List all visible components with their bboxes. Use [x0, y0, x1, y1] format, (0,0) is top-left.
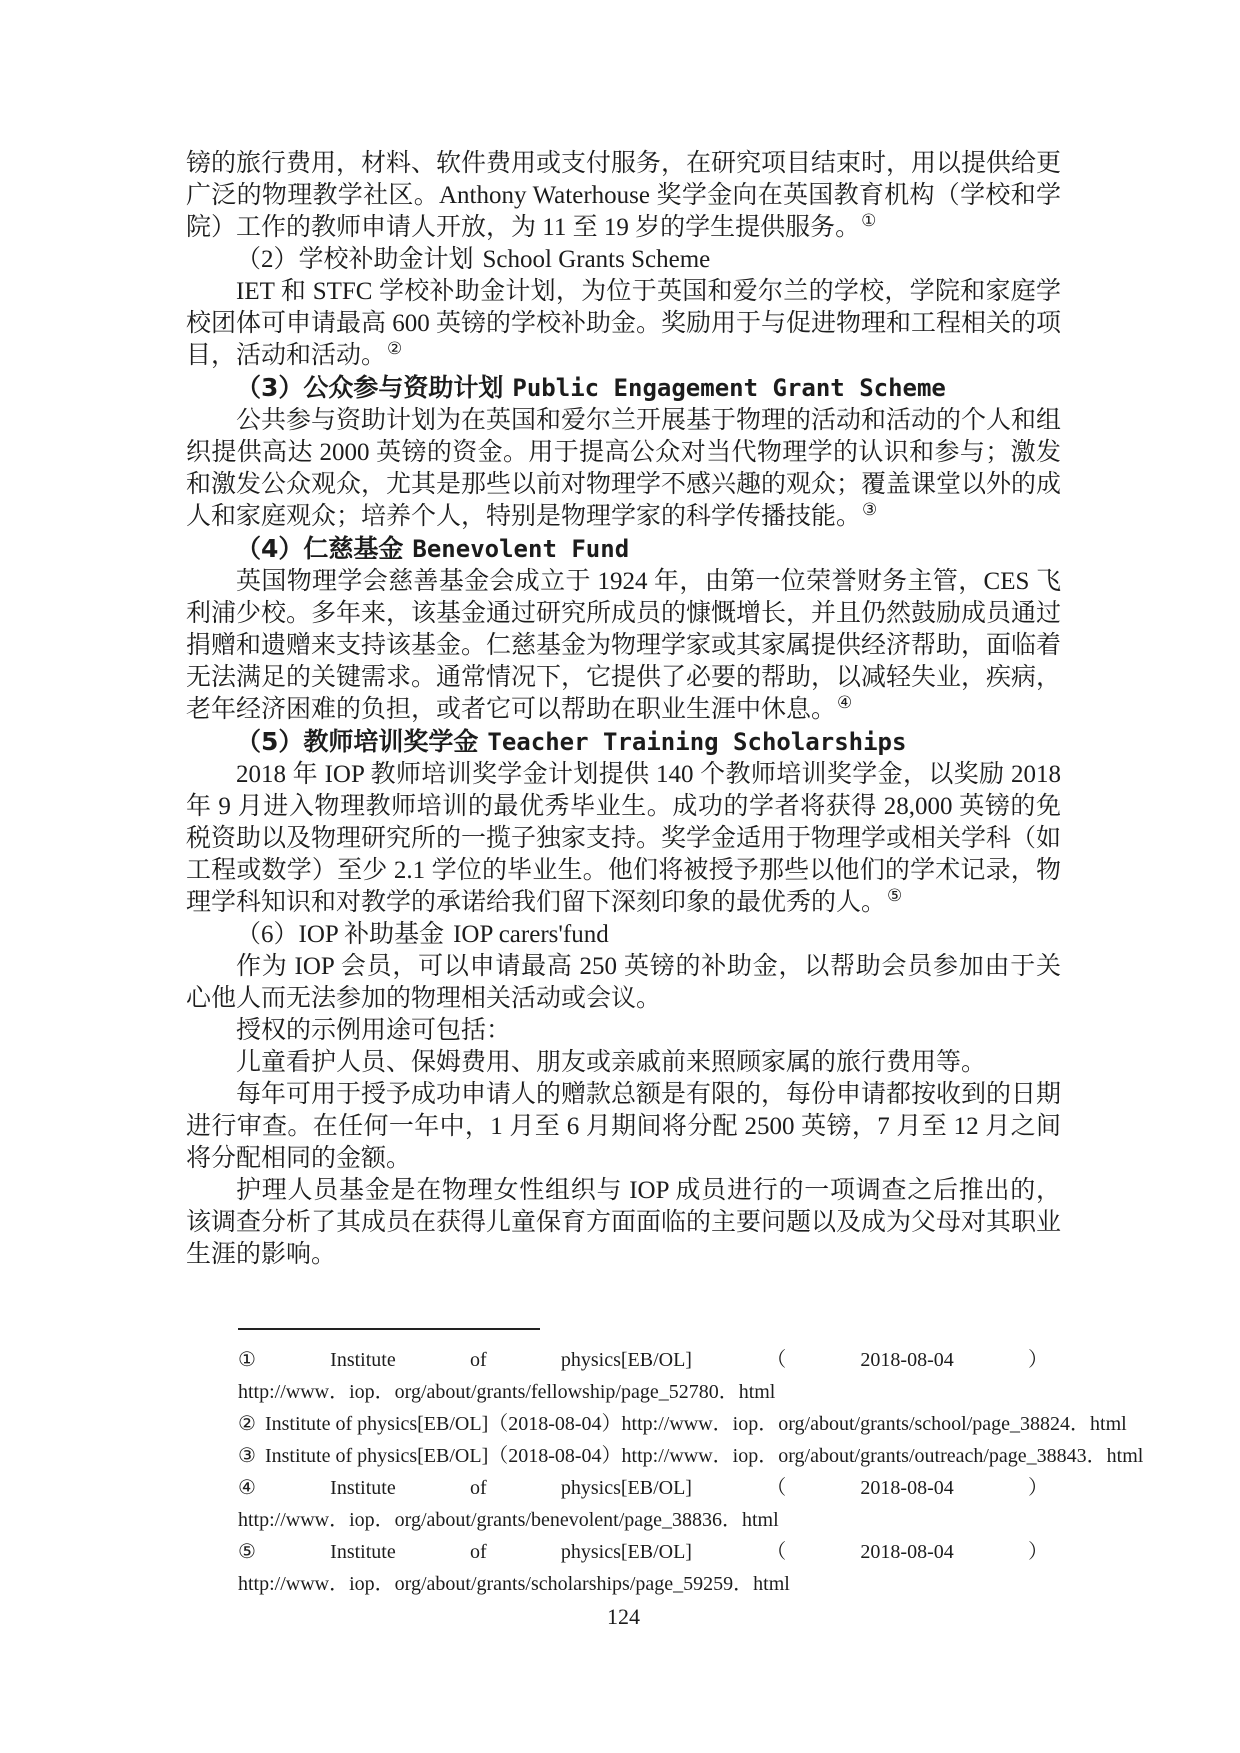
- heading-benevolent-fund: [186, 533, 1061, 566]
- footnote-1-citation: [238, 1344, 1048, 1376]
- footnote-word: of: [469, 1349, 487, 1371]
- footnote-word: （: [766, 1349, 787, 1371]
- footnote-word: Institute: [330, 1477, 396, 1499]
- footnote-4-citation: [238, 1472, 1048, 1504]
- paragraph-public-engagement: [186, 405, 1061, 533]
- footnote-word: （: [766, 1541, 787, 1563]
- paragraph-carers-fund-intro: 作为 IOP 会员，可以申请最高 250 英镑的补助金，以帮助会员参加由于关心他人而无法参加的物理相关活动或会议。: [186, 953, 1061, 1012]
- paragraph-text: 公共参与资助计划为在英国和爱尔兰开展基于物理的活动和活动的个人和组织提供高达 2000 英镑的资金。用于提高公众对当代物理学的认识和参与；激发和激发公众观众，尤其是那些以前对物理学不感兴趣的观众；覆盖课堂以外的成人和家庭观众；培养个人，特别是物理学家的科学传播技能。: [186, 407, 1062, 530]
- footnote-2-citation: [238, 1408, 1127, 1440]
- footnote-ref-3: ③: [862, 500, 878, 519]
- footnote-marker-3: ③: [238, 1445, 256, 1467]
- footnote-word: of: [469, 1477, 487, 1499]
- footnote-marker-4: ④: [238, 1477, 256, 1499]
- heading-iop-carers-fund: [186, 919, 1061, 951]
- footnote-3-citation: [238, 1440, 1144, 1472]
- heading-latin-text: Public Engagement Grant Scheme: [512, 374, 946, 402]
- footnote-ref-5: ⑤: [887, 886, 903, 905]
- page-number: 124: [607, 1604, 640, 1629]
- footnote-word: Institute: [330, 1541, 396, 1563]
- paragraph-benevolent-fund: [186, 566, 1061, 726]
- footnote-1-url: http://www．iop．org/about/grants/fellowship/page_52780．html: [238, 1381, 776, 1403]
- footnote-word: ）: [1027, 1477, 1048, 1499]
- footnote-word: 2018-08-04: [860, 1541, 954, 1563]
- heading-text: （2）学校补助金计划: [236, 246, 474, 273]
- footnote-word: ）: [1027, 1349, 1048, 1371]
- paragraph-school-grants: [186, 276, 1061, 372]
- footnote-word: of: [469, 1541, 487, 1563]
- footnote-5-citation: [238, 1536, 1048, 1568]
- heading-latin-text: IOP carers'fund: [453, 921, 609, 948]
- heading-text: （5）教师培训奖学金: [236, 727, 479, 756]
- footnote-text: Institute of physics[EB/OL]（2018-08-04）http://www．iop．org/about/grants/outreach/page_38843．html: [264, 1445, 1144, 1467]
- paragraph-text: 英国物理学会慈善基金会成立于 1924 年，由第一位荣誉财务主管，CES 飞利浦少校。多年来，该基金通过研究所成员的慷慨增长，并且仍然鼓励成员通过捐赠和遗赠来支持该基金。仁慈基金为物理学家或其家属提供经济帮助，面临着无法满足的关键需求。通常情况下，它提供了必要的帮助，以减轻失业，疾病，老年经济困难的负担，或者它可以帮助在职业生涯中休息。: [186, 568, 1062, 723]
- heading-text: （4）仁慈基金: [236, 534, 404, 563]
- heading-latin-text: School Grants Scheme: [482, 246, 711, 273]
- footnote-word: 2018-08-04: [860, 1477, 954, 1499]
- paragraph-text: 镑的旅行费用，材料、软件费用或支付服务，在研究项目结束时，用以提供给更广泛的物理教学社区。Anthony Waterhouse 奖学金向在英国教育机构（学校和学院）工作的教师申请人开放，为 11 至 19 岁的学生提供服务。: [186, 150, 1062, 241]
- paragraph-text: 2018 年 IOP 教师培训奖学金计划提供 140 个教师培训奖学金，以奖励 2018 年 9 月进入物理教师培训的最优秀毕业生。成功的学者将获得 28,000 英镑的免税资助以及物理研究所的一揽子独家支持。奖学金适用于物理学或相关学科（如工程或数学）至少 2.1 学位的毕业生。他们将被授予那些以他们的学术记录，物理学科知识和对教学的承诺给我们留下深刻印象的最优秀的人。: [186, 761, 1062, 916]
- footnote-ref-2: ②: [387, 339, 403, 358]
- heading-latin-text: Teacher Training Scholarships: [487, 728, 907, 756]
- footnote-word: Institute: [330, 1349, 396, 1371]
- footnote-ref-1: ①: [861, 211, 877, 230]
- footnote-marker-5: ⑤: [238, 1541, 256, 1563]
- footnote-word: ）: [1027, 1541, 1048, 1563]
- heading-text: （3）公众参与资助计划: [236, 373, 504, 402]
- heading-school-grants-scheme: [186, 244, 1061, 276]
- footnote-text: Institute of physics[EB/OL]（2018-08-04）http://www．iop．org/about/grants/school/page_38824．html: [264, 1413, 1127, 1435]
- paragraph-carers-fund-survey: 护理人员基金是在物理女性组织与 IOP 成员进行的一项调查之后推出的，该调查分析了其成员在获得儿童保育方面面临的主要问题以及成为父母对其职业生涯的影响。: [186, 1177, 1062, 1268]
- page-body: [186, 148, 1061, 1271]
- footnote-marker-1: ①: [238, 1349, 256, 1371]
- paragraph-authorized-uses: 授权的示例用途可包括：: [236, 1017, 512, 1044]
- footnote-word: （: [766, 1477, 787, 1499]
- footnote-5-url: http://www．iop．org/about/grants/scholarships/page_59259．html: [238, 1573, 790, 1595]
- footnote-word: physics[EB/OL]: [560, 1477, 692, 1499]
- paragraph-grant-allocation: 每年可用于授予成功申请人的赠款总额是有限的，每份申请都按收到的日期进行审查。在任何一年中，1 月至 6 月期间将分配 2500 英镑，7 月至 12 月之间将分配相同的金额。: [186, 1081, 1062, 1172]
- heading-text: （6）IOP 补助基金: [236, 921, 445, 948]
- footnote-marker-2: ②: [238, 1413, 256, 1435]
- paragraph-teacher-training: [186, 759, 1061, 919]
- paragraph-fellowship-continuation: [186, 148, 1061, 244]
- heading-latin-text: Benevolent Fund: [412, 535, 630, 563]
- footnote-separator-rule: [238, 1328, 540, 1330]
- paragraph-text: IET 和 STFC 学校补助金计划，为位于英国和爱尔兰的学校，学院和家庭学校团体可申请最高 600 英镑的学校补助金。奖励用于与促进物理和工程相关的项目，活动和活动。: [186, 278, 1062, 369]
- footnote-4-url: http://www．iop．org/about/grants/benevolent/page_38836．html: [238, 1509, 779, 1531]
- footnote-word: physics[EB/OL]: [560, 1349, 692, 1371]
- footnotes-section: [238, 1328, 1144, 1600]
- footnote-word: physics[EB/OL]: [560, 1541, 692, 1563]
- heading-teacher-training-scholarships: [186, 726, 1061, 759]
- footnote-ref-4: ④: [837, 693, 853, 712]
- heading-public-engagement-grant-scheme: [186, 372, 1061, 405]
- footnote-word: 2018-08-04: [860, 1349, 954, 1371]
- paragraph-example-uses: 儿童看护人员、保姆费用、朋友或亲戚前来照顾家属的旅行费用等。: [236, 1049, 987, 1076]
